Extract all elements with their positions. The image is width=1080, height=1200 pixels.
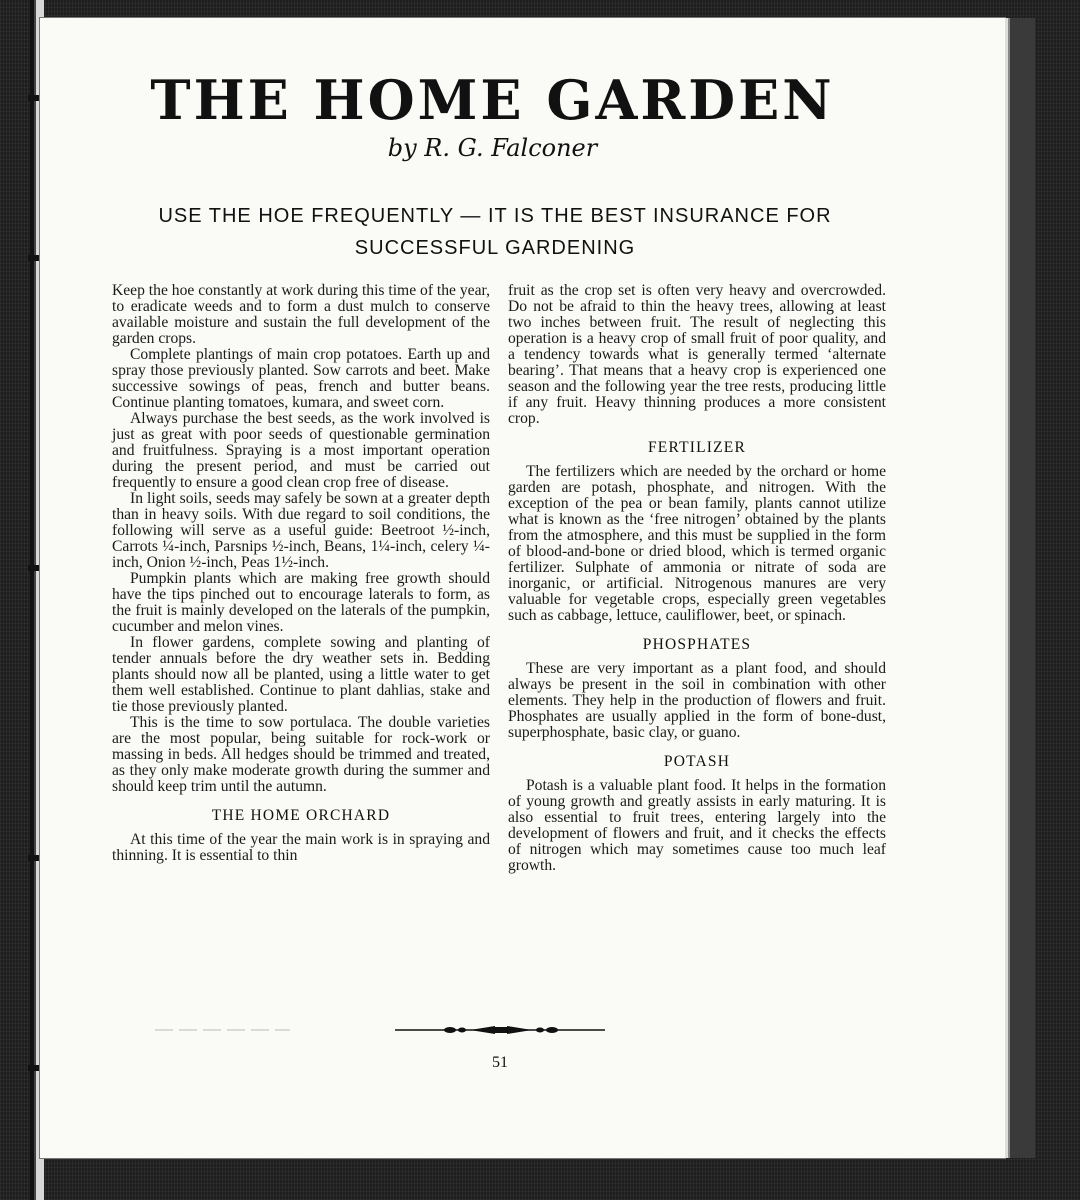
section-heading-potash: POTASH	[663, 753, 731, 770]
paragraph: Potash is a valuable plant food. It helps in the formation of young growth and greatly assists in early maturing. It is also essential to fruit trees, entering largely into the development of flowers and fruit, and it checks the effects of nitrogen which may sometimes cause too much leaf growth.	[508, 777, 886, 874]
section-heading-fertilizer: FERTILIZER	[647, 439, 747, 456]
ornament-divider	[150, 1020, 610, 1040]
left-column	[112, 283, 490, 864]
paragraph: In flower gardens, complete sowing and planting of tender annuals before the dry weather sets in. Bedding plants should now all be planted, using a little water to get them well established. Continue to plant dahlias, stake and tie those previously planted.	[112, 634, 490, 715]
section-heading-home-orchard: THE HOME ORCHARD	[211, 807, 391, 824]
page-edge	[1005, 18, 1035, 1158]
paragraph: At this time of the year the main work is in spraying and thinning. It is essential to thin	[112, 831, 490, 864]
page-number: 51	[492, 1054, 508, 1071]
article-subtitle: USE THE HOE FREQUENTLY — IT IS THE BEST INSURANCE FOR SUCCESSFUL GARDENING	[158, 205, 832, 259]
article-title: THE HOME GARDEN	[150, 68, 835, 132]
paragraph: In light soils, seeds may safely be sown at a greater depth than in heavy soils. With due regard to soil conditions, the following will serve as a useful guide: Beetroot ½-inch, Carrots ¼-inch, Parsnips ½-inch, Beans, 1¼-inch, celery ¼-inch, Onion ½-inch, Peas 1½-inch.	[112, 490, 490, 571]
paragraph: Pumpkin plants which are making free growth should have the tips pinched out to encourage laterals to form, as the fruit is mainly developed on the laterals of the pumpkin, cucumber and melon vines.	[112, 570, 490, 635]
paragraph: The fertilizers which are needed by the orchard or home garden are potash, phosphate, and nitrogen. With the exception of the pea or bean family, plants cannot utilize what is known as the ‘free nitrogen’ obtained by the plants from the atmosphere, and this must be supplied in the form of blood-and-bone or dried blood, which is termed organic fertilizer. Sulphate of ammonia or nitrate of soda are inorganic, or artificial. Nitrogenous manures are very valuable for vegetable crops, especially green vegetables such as cabbage, lettuce, cauliflower, beet, or spinach.	[508, 463, 886, 624]
right-column	[508, 283, 886, 874]
paragraph: Always purchase the best seeds, as the work involved is just as great with poor seeds of questionable germination and fruitfulness. Spraying is a most important operation during the present period, and must be carried out frequently to ensure a good clean crop free of disease.	[112, 410, 490, 491]
paragraph: This is the time to sow portulaca. The double varieties are the most popular, being suitable for rock-work or massing in beds. All hedges should be trimmed and treated, as they only make moderate growth during the summer and should keep trim until the autumn.	[112, 714, 490, 795]
article-byline: by R. G. Falconer	[387, 134, 598, 162]
paragraph: Complete plantings of main crop potatoes. Earth up and spray those previously planted. Sow carrots and beet. Make successive sowings of peas, french and butter beans. Continue planting tomatoes, kumara, and sweet corn.	[112, 346, 490, 411]
section-heading-phosphates: PHOSPHATES	[642, 636, 752, 653]
paragraph: fruit as the crop set is often very heavy and overcrowded. Do not be afraid to thin the heavy trees, allowing at least two inches between fruit. The result of neglecting this operation is a heavy crop of small fruit of poor quality, and a tendency towards what is generally termed ‘alternate bearing’. That means that a heavy crop is experienced one season and the following year the tree rests, producing little if any fruit. Heavy thinning produces a more consistent crop.	[508, 282, 886, 427]
paragraph: Keep the hoe constantly at work during this time of the year, to eradicate weeds and to form a dust mulch to conserve available moisture and sustain the full development of the garden crops.	[112, 282, 490, 347]
paragraph: These are very important as a plant food, and should always be present in the soil in combination with other elements. They help in the production of flowers and fruit. Phosphates are usually applied in the form of bone-dust, superphosphate, basic clay, or guano.	[508, 660, 886, 741]
